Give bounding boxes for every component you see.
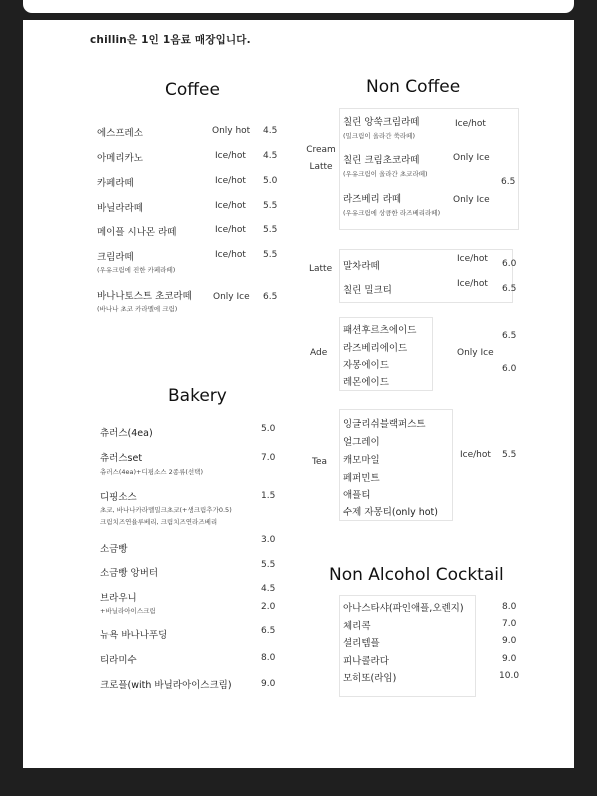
coffee-item-name: 바닐라라떼 xyxy=(97,203,143,214)
cream-latte-item-description: (우유크림이 올라간 초코라떼) xyxy=(343,170,428,178)
coffee-item-option: Only Ice xyxy=(213,292,250,302)
coffee-item-option: Ice/hot xyxy=(215,151,246,161)
cream-latte-item-name: 칠린 크림초코라떼 xyxy=(343,155,420,166)
latte-item-price: 6.0 xyxy=(502,259,517,269)
coffee-heading: Coffee xyxy=(165,80,220,100)
bakery-item-price: 5.0 xyxy=(261,424,276,434)
coffee-item-name: 아메리카노 xyxy=(97,153,143,164)
bakery-item-name: 티라미수 xyxy=(100,655,137,666)
category-label-ade: Ade xyxy=(310,348,328,358)
bakery-item-name: 츄러스(4ea) xyxy=(100,428,153,439)
coffee-item-option: Ice/hot xyxy=(215,250,246,260)
coffee-item-price: 5.0 xyxy=(263,176,278,186)
latte-item-price: 6.5 xyxy=(502,284,517,294)
tea-price: 5.5 xyxy=(502,450,517,460)
cocktail-item-price: 7.0 xyxy=(502,619,517,629)
bakery-item-price: 2.0 xyxy=(261,602,276,612)
bakery-item-price: 9.0 xyxy=(261,679,276,689)
category-label-cream-latte: Cream Latte xyxy=(306,145,336,172)
cream-latte-item-option: Only Ice xyxy=(453,153,490,163)
coffee-item-name: 크림라떼 xyxy=(97,252,134,263)
bakery-item-description: 크림치즈연율루베리, 크림치즈연라즈베리 xyxy=(100,518,218,526)
bakery-item-description: 초코, 바나나카라멜밀크초코(+생크림추가0.5) xyxy=(100,506,232,514)
cream-latte-price: 6.5 xyxy=(501,177,516,187)
tea-item-name: 잉글리쉬블랙퍼스트 xyxy=(343,419,426,430)
ade-price: 6.5 xyxy=(502,331,517,341)
tea-option: Ice/hot xyxy=(460,450,491,460)
coffee-item-option: Ice/hot xyxy=(215,176,246,186)
bakery-heading: Bakery xyxy=(168,386,227,406)
coffee-item-price: 5.5 xyxy=(263,225,278,235)
tea-item-name: 캐모마일 xyxy=(343,455,380,466)
cocktail-item-price: 9.0 xyxy=(502,654,517,664)
category-label-latte: Latte xyxy=(309,264,333,274)
coffee-item-option: Ice/hot xyxy=(215,201,246,211)
latte-item-option: Ice/hot xyxy=(457,279,488,289)
latte-item-option: Ice/hot xyxy=(457,254,488,264)
coffee-item-name: 메이플 시나몬 라떼 xyxy=(97,227,177,238)
coffee-item-option: Ice/hot xyxy=(215,225,246,235)
coffee-item-name: 에스프레소 xyxy=(97,128,143,139)
coffee-item-description: (바나나 초코 카라멜에 크림) xyxy=(97,305,178,313)
latte-item-name: 말차라떼 xyxy=(343,261,380,272)
bakery-item-name: 소금빵 xyxy=(100,544,128,555)
tea-item-name: 애플티 xyxy=(343,490,371,501)
category-label-tea: Tea xyxy=(312,457,328,467)
coffee-item-option: Only hot xyxy=(212,126,251,136)
bakery-item-name: 츄러스set xyxy=(100,453,143,464)
coffee-item-name: 바나나토스트 초코라떼 xyxy=(97,291,192,302)
bakery-item-price: 1.5 xyxy=(261,491,276,501)
bakery-item-description: +바닐라아이스크림 xyxy=(100,607,156,615)
latte-item-name: 칠린 밀크티 xyxy=(343,285,392,296)
coffee-item-price: 4.5 xyxy=(263,151,278,161)
coffee-item-price: 5.5 xyxy=(263,201,278,211)
ade-item-name: 레몬에이드 xyxy=(343,377,389,388)
bakery-item-price: 8.0 xyxy=(261,653,276,663)
cocktail-item-price: 9.0 xyxy=(502,636,517,646)
ade-item-name: 라즈베리에이드 xyxy=(343,343,408,354)
ade-option: Only Ice xyxy=(457,348,494,358)
cream-latte-item-description: (우유크림에 상큼한 라즈베리라떼) xyxy=(343,209,441,217)
cream-latte-item-option: Ice/hot xyxy=(455,119,486,129)
tea-item-name: 페퍼민트 xyxy=(343,473,380,484)
bakery-item-price: 3.0 xyxy=(261,535,276,545)
bakery-item-name: 뉴욕 바나나푸딩 xyxy=(100,630,168,641)
bakery-item-name: 소금빵 앙버터 xyxy=(100,568,159,579)
cream-latte-item-description: (밀크림이 올라간 쑥라떼) xyxy=(343,132,415,140)
cocktail-item-price: 8.0 xyxy=(502,602,517,612)
coffee-item-price: 4.5 xyxy=(263,126,278,136)
coffee-item-description: (우유크림에 진한 카페라떼) xyxy=(97,266,176,274)
bakery-item-name: 크로플(with 바닐라아이스크림) xyxy=(100,680,232,691)
tea-item-name: 수제 자몽티(only hot) xyxy=(343,507,438,518)
cream-latte-item-name: 라즈베리 라떼 xyxy=(343,194,402,205)
tea-item-name: 얼그레이 xyxy=(343,437,380,448)
coffee-item-name: 카페라떼 xyxy=(97,178,134,189)
store-notice: chillin은 1인 1음료 매장입니다. xyxy=(90,34,251,46)
cocktail-item-name: 셜리템플 xyxy=(343,638,380,649)
bakery-item-name: 디핑소스 xyxy=(100,492,137,503)
ade-item-name: 자몽에이드 xyxy=(343,360,389,371)
bakery-item-description: 츄러스(4ea)+디핑소스 2종류(선택) xyxy=(100,468,203,476)
cocktail-item-name: 아나스타샤(파인애플,오렌지) xyxy=(343,603,464,614)
bakery-item-price: 6.5 xyxy=(261,626,276,636)
cocktail-heading: Non Alcohol Cocktail xyxy=(329,565,504,585)
bakery-item-price: 5.5 xyxy=(261,560,276,570)
cream-latte-item-option: Only Ice xyxy=(453,195,490,205)
noncoffee-heading: Non Coffee xyxy=(366,77,461,97)
ade-item-name: 패션후르츠에이드 xyxy=(343,325,417,336)
coffee-item-price: 6.5 xyxy=(263,292,278,302)
cocktail-item-price: 10.0 xyxy=(499,671,520,681)
bakery-item-name: 브라우니 xyxy=(100,593,137,604)
menu-page xyxy=(23,20,574,768)
ade-price: 6.0 xyxy=(502,364,517,374)
bakery-item-price: 4.5 xyxy=(261,584,276,594)
coffee-item-price: 5.5 xyxy=(263,250,278,260)
cocktail-item-name: 피나콜라다 xyxy=(343,656,389,667)
cream-latte-item-name: 칠린 앙쑥크림라떼 xyxy=(343,117,420,128)
bakery-item-price: 7.0 xyxy=(261,453,276,463)
cocktail-item-name: 모히또(라임) xyxy=(343,673,397,684)
cocktail-item-name: 체리콕 xyxy=(343,621,371,632)
previous-page-edge xyxy=(23,0,574,13)
